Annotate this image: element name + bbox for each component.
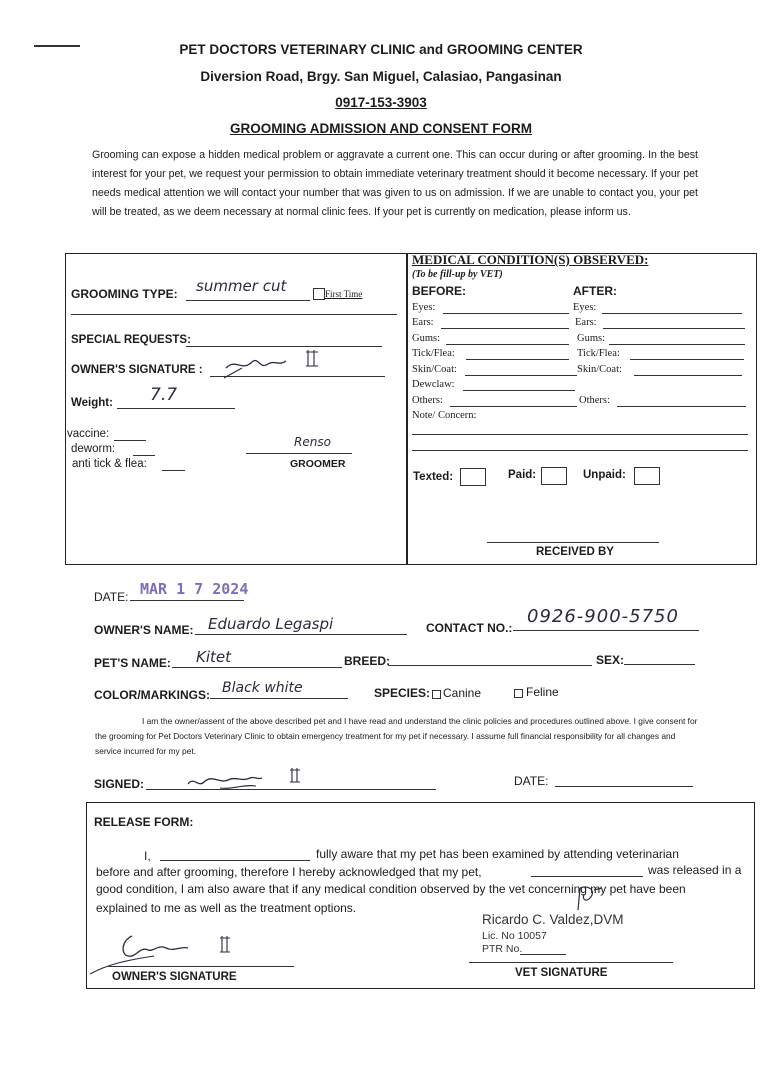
before-skin-label: Skin/Coat: — [412, 364, 457, 375]
canine-checkbox[interactable] — [432, 690, 441, 699]
vet-name: Ricardo C. Valdez,DVM — [482, 912, 624, 927]
received-by-label: RECEIVED BY — [536, 546, 614, 558]
weight-line — [117, 408, 235, 409]
first-time-label: First Time — [325, 289, 363, 299]
medical-subtitle: (To be fill-up by VET) — [412, 269, 503, 280]
special-requests-label: SPECIAL REQUESTS: — [71, 334, 191, 346]
box-divider — [406, 253, 408, 565]
intro-paragraph: Grooming can expose a hidden medical problem or aggravate a current one. This can occur during or after grooming. In the best interest for your pet, we request your permission to obtain immediate veterinary treatment should it become necessary. If your pet needs medical attention we will contact your number that was given to us on admission. If we are unable to contact you, your pet will be treated, as we deem necessary at normal clinic fees. If your pet is currently on medication, please inform us. — [92, 149, 698, 218]
after-skin-label: Skin/Coat: — [577, 364, 622, 375]
received-by-line[interactable] — [487, 542, 659, 543]
owner-name-line — [195, 634, 407, 635]
pet-name-line — [172, 667, 342, 668]
anti-tick-line[interactable] — [162, 470, 185, 471]
release-title: RELEASE FORM: — [94, 815, 194, 829]
pet-name-label: PET'S NAME: — [94, 656, 171, 670]
release-pet-line[interactable] — [531, 876, 643, 877]
vaccine-label: vaccine: — [67, 428, 110, 440]
before-skin-line[interactable] — [465, 375, 577, 376]
sex-label: SEX: — [596, 653, 625, 667]
weight-label: Weight: — [71, 397, 113, 409]
before-eyes-label: Eyes: — [412, 302, 436, 313]
texted-label: Texted: — [413, 471, 454, 483]
groomer-label: GROOMER — [290, 458, 346, 470]
after-gums-line[interactable] — [609, 344, 745, 345]
contact-label: CONTACT NO.: — [426, 621, 513, 635]
after-gums-label: Gums: — [577, 333, 606, 344]
date2-line[interactable] — [555, 786, 693, 787]
signed-label: SIGNED: — [94, 777, 145, 791]
feline-checkbox[interactable] — [514, 689, 523, 698]
release-text-1: fully aware that my pet has been examined by attending veterinarian — [316, 847, 679, 861]
date-line — [130, 600, 244, 601]
owner-signature-top — [222, 344, 332, 378]
release-text-2: before and after grooming, therefore I hereby acknowledged that my pet, — [96, 865, 482, 879]
before-eyes-line[interactable] — [443, 313, 569, 314]
after-others-label: Others: — [579, 395, 610, 406]
grooming-type-label: GROOMING TYPE: — [71, 287, 178, 301]
pet-name-value[interactable]: Kitet — [196, 648, 231, 666]
after-skin-line[interactable] — [634, 375, 742, 376]
unpaid-label: Unpaid: — [583, 469, 626, 481]
owner-signature-release — [88, 926, 248, 976]
color-value[interactable]: Black white — [222, 680, 303, 696]
contact-line — [513, 630, 699, 631]
unpaid-checkbox[interactable] — [634, 467, 660, 485]
paid-checkbox[interactable] — [541, 467, 567, 485]
before-dewclaw-line[interactable] — [463, 390, 575, 391]
vaccine-line[interactable] — [114, 440, 146, 441]
release-owner-signature-label: OWNER'S SIGNATURE — [112, 971, 237, 983]
date2-label: DATE: — [514, 774, 549, 788]
date-label: DATE: — [94, 590, 129, 604]
ptr-line — [520, 954, 566, 955]
owner-name-label: OWNER'S NAME: — [94, 623, 194, 637]
release-owner-line — [108, 966, 294, 967]
note-line-1[interactable] — [412, 434, 748, 435]
sex-line[interactable] — [624, 664, 695, 665]
first-time-checkbox[interactable] — [313, 288, 325, 300]
before-label: BEFORE: — [412, 284, 466, 298]
anti-tick-label: anti tick & flea: — [72, 458, 147, 470]
before-tick-label: Tick/Flea: — [412, 348, 455, 359]
consent-text: I am the owner/assent of the above described pet and I have read and understand the clinic policies and procedures outlined above. I give consent for the grooming for Pet Doctors Veterinary Clinic to obtain emergency treatment for my pet if necessary. I assume full financial responsibility for all changes and service incurred for my pet. — [95, 716, 698, 756]
release-text-3: was released in a — [648, 863, 742, 877]
clinic-phone: 0917-153-3903 — [335, 95, 427, 110]
clinic-name: PET DOCTORS VETERINARY CLINIC and GROOMING CENTER — [179, 42, 583, 57]
color-line — [210, 698, 348, 699]
color-label: COLOR/MARKINGS: — [94, 688, 210, 702]
after-ears-label: Ears: — [575, 317, 597, 328]
before-others-line[interactable] — [450, 406, 577, 407]
owner-signature-signed — [180, 760, 310, 800]
grooming-type-value[interactable]: summer cut — [196, 277, 287, 295]
before-ears-label: Ears: — [412, 317, 434, 328]
before-gums-label: Gums: — [412, 333, 441, 344]
medical-title: MEDICAL CONDITION(S) OBSERVED: — [412, 252, 649, 267]
groomer-name: Renso — [294, 435, 331, 449]
after-eyes-line[interactable] — [602, 313, 742, 314]
release-text-5: explained to me as well as the treatment options. — [96, 901, 357, 915]
before-ears-line[interactable] — [441, 328, 569, 329]
deworm-label: deworm: — [71, 443, 116, 455]
breed-label: BREED: — [344, 654, 391, 668]
after-tick-line[interactable] — [630, 359, 744, 360]
after-eyes-label: Eyes: — [573, 302, 597, 313]
before-gums-line[interactable] — [446, 344, 569, 345]
contact-value[interactable]: 0926-900-5750 — [527, 606, 679, 627]
feline-label: Feline — [526, 685, 559, 699]
note-concern-label: Note/ Concern: — [412, 410, 477, 421]
owner-signature-label-top: OWNER'S SIGNATURE : — [71, 364, 203, 376]
owner-name-value[interactable]: Eduardo Legaspi — [208, 615, 334, 633]
after-label: AFTER: — [573, 284, 617, 298]
species-label: SPECIES: — [374, 686, 431, 700]
groomer-line — [246, 453, 352, 454]
form-title: GROOMING ADMISSION AND CONSENT FORM — [230, 121, 532, 136]
deworm-line[interactable] — [133, 455, 155, 456]
vet-signature-line — [469, 962, 673, 963]
clinic-address: Diversion Road, Brgy. San Miguel, Calasiao, Pangasinan — [200, 69, 562, 84]
weight-value[interactable]: 7.7 — [150, 385, 178, 405]
date-stamp: MAR 1 7 2024 — [140, 580, 249, 598]
vet-signature-label: VET SIGNATURE — [515, 967, 608, 979]
vet-ptr: PTR No. — [482, 943, 523, 955]
vet-signature — [560, 880, 620, 916]
before-dewclaw-label: Dewclaw: — [412, 379, 455, 390]
grooming-extra-line — [71, 314, 397, 315]
breed-line[interactable] — [388, 665, 592, 666]
after-ears-line[interactable] — [603, 328, 745, 329]
release-name-line[interactable] — [160, 860, 310, 861]
before-others-label: Others: — [412, 395, 443, 406]
texted-checkbox[interactable] — [460, 468, 486, 486]
before-tick-line[interactable] — [466, 359, 569, 360]
paid-label: Paid: — [508, 469, 537, 481]
after-tick-label: Tick/Flea: — [577, 348, 620, 359]
release-i-label: I, — [144, 849, 151, 863]
after-others-line[interactable] — [617, 406, 746, 407]
note-line-2[interactable] — [412, 450, 748, 451]
canine-label: Canine — [443, 686, 482, 700]
grooming-type-line — [186, 300, 310, 301]
vet-license: Lic. No 10057 — [482, 930, 547, 942]
release-text-4: good condition, I am also aware that if any medical condition observed by the vet concerning my pet have been — [96, 882, 686, 896]
